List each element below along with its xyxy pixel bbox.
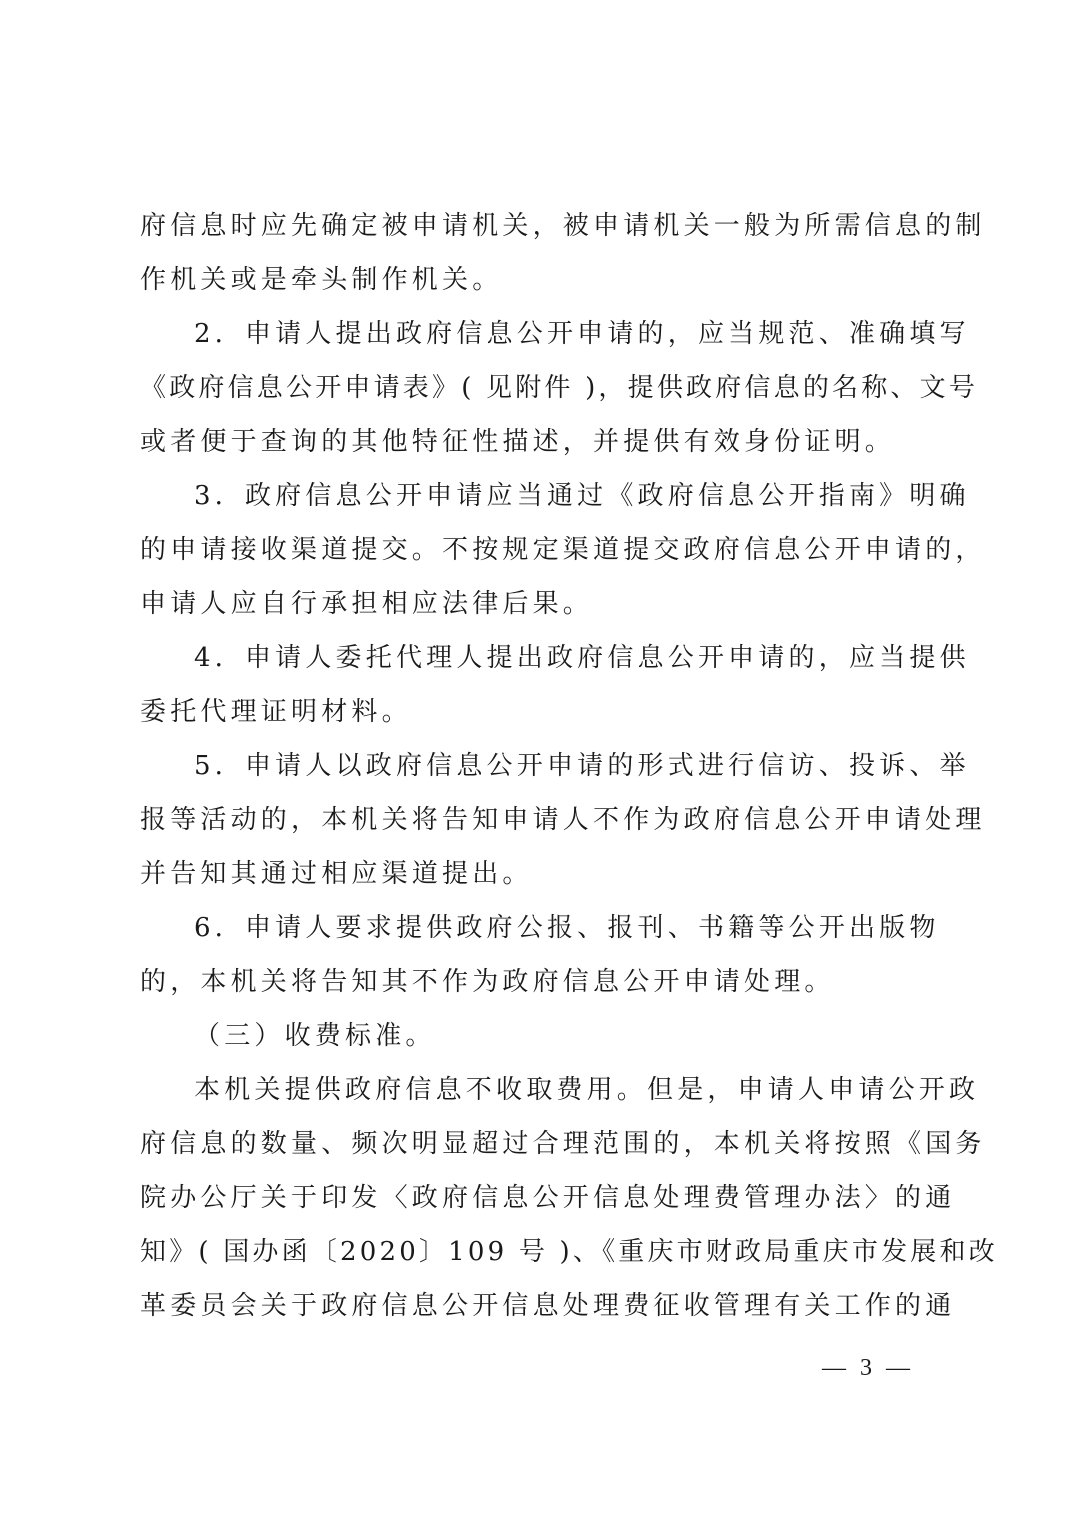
text-line: 2．申请人提出政府信息公开申请的，应当规范、准确填写 — [194, 319, 970, 349]
text-line: 或者便于查询的其他特征性描述，并提供有效身份证明。 — [140, 427, 896, 457]
text-line: 知》( 国办函〔2020〕109 号 )、《重庆市财政局重庆市发展和改 — [140, 1237, 998, 1267]
section-heading: （三）收费标准。 — [194, 1021, 436, 1051]
text-line: 府信息的数量、频次明显超过合理范围的，本机关将按照《国务 — [140, 1129, 986, 1159]
text-line: 委托代理证明材料。 — [140, 697, 412, 727]
text-line: 府信息时应先确定被申请机关，被申请机关一般为所需信息的制 — [140, 211, 986, 241]
page-number: — 3 — — [822, 1355, 914, 1381]
text-line: 3．政府信息公开申请应当通过《政府信息公开指南》明确 — [194, 481, 970, 511]
text-line: 申请人应自行承担相应法律后果。 — [140, 589, 594, 619]
text-line: 的，本机关将告知其不作为政府信息公开申请处理。 — [140, 967, 835, 997]
text-line: 本机关提供政府信息不收取费用。但是，申请人申请公开政 — [194, 1075, 980, 1105]
text-line: 报等活动的，本机关将告知申请人不作为政府信息公开申请处理 — [140, 805, 986, 835]
body-text — [140, 199, 998, 1333]
text-line: 的申请接收渠道提交。不按规定渠道提交政府信息公开申请的， — [140, 535, 986, 565]
text-line: 作机关或是牵头制作机关。 — [140, 265, 503, 295]
text-line: 革委员会关于政府信息公开信息处理费征收管理有关工作的通 — [140, 1291, 956, 1321]
text-line: 院办公厅关于印发〈政府信息公开信息处理费管理办法〉的通 — [140, 1183, 956, 1213]
text-line: 5．申请人以政府信息公开申请的形式进行信访、投诉、举 — [194, 751, 970, 781]
text-line: 6．申请人要求提供政府公报、报刊、书籍等公开出版物 — [194, 913, 940, 943]
text-line: 4．申请人委托代理人提出政府信息公开申请的，应当提供 — [194, 643, 970, 673]
text-line: 并告知其通过相应渠道提出。 — [140, 859, 533, 889]
text-line: 《政府信息公开申请表》( 见附件 )，提供政府信息的名称、文号 — [140, 373, 979, 403]
